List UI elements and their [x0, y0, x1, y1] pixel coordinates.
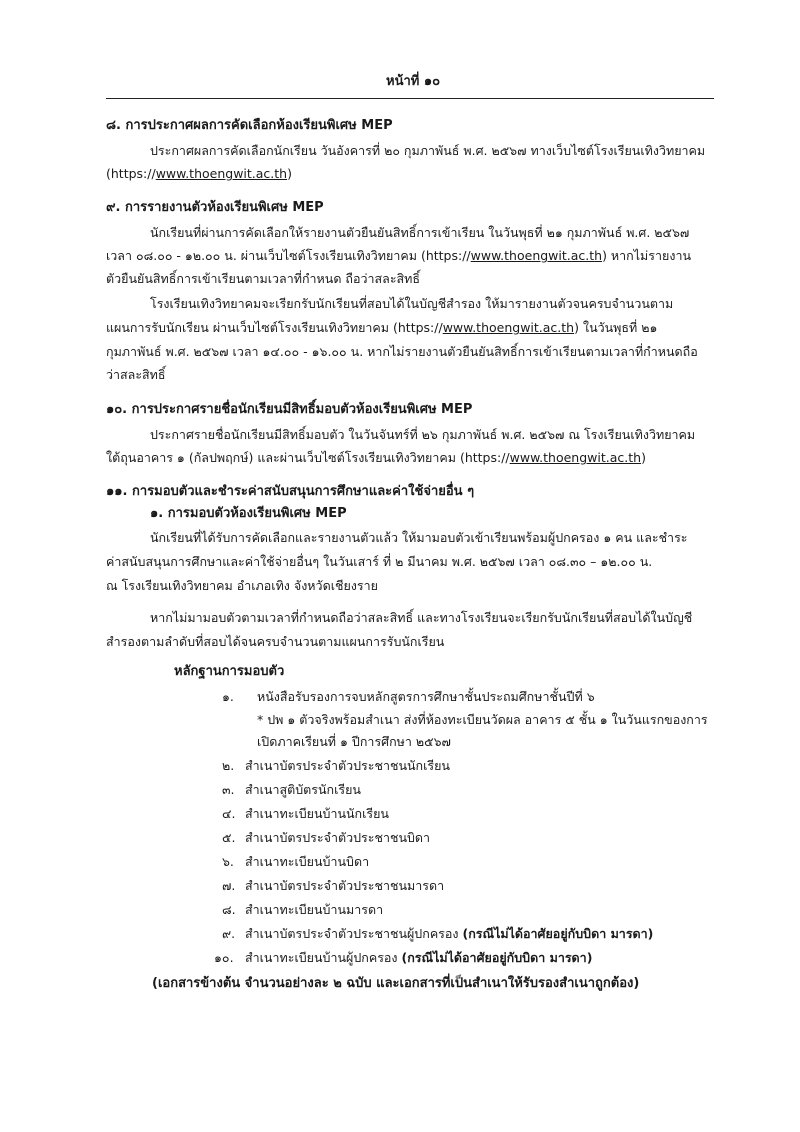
list-item-number: ๖.: [222, 854, 234, 869]
list-item-condition: (กรณีไม่ได้อาศัยอยู่กับบิดา มารดา): [401, 950, 593, 965]
section-11-p1-line-1: นักเรียนที่ได้รับการคัดเลือกและรายงานตัวแล้ว ให้มามอบตัวเข้าเรียนพร้อมผู้ปกครอง ๑ คน และชำระ: [150, 530, 688, 545]
list-item-label: สำเนาบัตรประจำตัวประชาชนผู้ปกครอง: [245, 926, 459, 941]
text-before-link: แผนการรับนักเรียน ผ่านเว็บไซต์โรงเรียนเทิงวิทยาคม (https://: [106, 320, 443, 335]
section-11-p2-line-1: หากไม่มามอบตัวตามเวลาที่กำหนดถือว่าสละสิทธิ์ และทางโรงเรียนจะเรียกรับนักเรียนที่สอบได้ในบัญชี: [150, 610, 693, 625]
text-before-link: เวลา ๐๘.๐๐ - ๑๒.๐๐ น. ผ่านเว็บไซต์โรงเรียนเทิงวิทยาคม (https://: [106, 248, 471, 263]
url-prefix: (https://: [106, 166, 156, 181]
list-item-number: ๒.: [222, 758, 235, 773]
text-after-link: ) ในวันพุธที่ ๒๑: [574, 320, 658, 335]
list-item-text: สำเนาทะเบียนบ้านมารดา: [245, 902, 384, 917]
section-9-p1-line-1: นักเรียนที่ผ่านการคัดเลือกให้รายงานตัวยืนยันสิทธิ์การเข้าเรียน ในวันพุธที่ ๒๑ กุมภาพันธ์ พ.ศ. ๒๕๖๗: [150, 225, 690, 240]
list-item-number: ๘.: [222, 902, 236, 917]
section-8-line-2: [106, 166, 292, 182]
section-9-p2-line-3: กุมภาพันธ์ พ.ศ. ๒๕๖๗ เวลา ๑๔.๐๐ - ๑๖.๐๐ น. หากไม่รายงานตัวยืนยันสิทธิ์การเข้าเรียนตามเวลาที่กำหนดถือ: [106, 344, 698, 359]
section-8-line-1: ประกาศผลการคัดเลือกนักเรียน วันอังคารที่ ๒๐ กุมภาพันธ์ พ.ศ. ๒๕๖๗ ทางเว็บไซต์โรงเรียนเทิงวิทยาคม: [150, 143, 706, 158]
list-item-number: ๙.: [222, 926, 236, 941]
list-item-number: ๓.: [222, 782, 235, 797]
list-item-text: หนังสือรับรองการจบหลักสูตรการศึกษาชั้นประถมศึกษาชั้นปีที่ ๖: [257, 689, 595, 704]
list-item-condition: (กรณีไม่ได้อาศัยอยู่กับบิดา มารดา): [462, 926, 654, 941]
website-link[interactable]: www.thoengwit.ac.th: [470, 248, 603, 263]
list-item-text: สำเนาบัตรประจำตัวประชาชนมารดา: [245, 878, 445, 893]
website-link[interactable]: www.thoengwit.ac.th: [442, 320, 575, 335]
list-item-text: สำเนาสูติบัตรนักเรียน: [245, 782, 361, 797]
list-item-number: ๑.: [222, 689, 234, 704]
list-item-text: [245, 926, 653, 942]
list-item-number: ๔.: [222, 806, 236, 821]
section-10-line-2: [106, 450, 646, 466]
section-9-p1-line-2: [106, 248, 691, 264]
text-after-link: ) หากไม่รายงาน: [602, 248, 692, 263]
text-after-link: ): [641, 450, 646, 465]
section-9-p2-line-2: [106, 320, 657, 336]
list-item-number: ๗.: [222, 878, 236, 893]
section-9-title: ๙. การรายงานตัวห้องเรียนพิเศษ MEP: [106, 200, 324, 215]
website-link[interactable]: www.thoengwit.ac.th: [155, 166, 288, 181]
section-11-p1-line-3: ณ โรงเรียนเทิงวิทยาคม อำเภอเทิง จังหวัดเชียงราย: [106, 578, 378, 593]
section-10-title: ๑๐. การประกาศรายชื่อนักเรียนมีสิทธิ์มอบตัวห้องเรียนพิเศษ MEP: [106, 402, 473, 417]
section-9-p2-line-4: ว่าสละสิทธิ์: [106, 367, 166, 382]
list-item-number: ๑๐.: [214, 950, 234, 965]
section-11-title: ๑๑. การมอบตัวและชำระค่าสนับสนุนการศึกษาและค่าใช้จ่ายอื่น ๆ: [106, 484, 475, 499]
list-item-note: เปิดภาคเรียนที่ ๑ ปีการศึกษา ๒๕๖๗: [257, 734, 451, 749]
section-8-title: ๘. การประกาศผลการคัดเลือกห้องเรียนพิเศษ MEP: [106, 118, 393, 133]
section-11-subheading: ๑. การมอบตัวห้องเรียนพิเศษ MEP: [150, 506, 347, 521]
list-item-label: สำเนาทะเบียนบ้านผู้ปกครอง: [245, 950, 398, 965]
list-item-text: [245, 950, 592, 966]
documents-footnote: (เอกสารข้างต้น จำนวนอย่างละ ๒ ฉบับ และเอกสารที่เป็นสำเนาให้รับรองสำเนาถูกต้อง): [152, 976, 640, 991]
list-item-text: สำเนาบัตรประจำตัวประชาชนนักเรียน: [245, 758, 450, 773]
list-item-text: สำเนาบัตรประจำตัวประชาชนบิดา: [245, 830, 431, 845]
header-rule: [106, 98, 714, 99]
section-9-p2-line-1: โรงเรียนเทิงวิทยาคมจะเรียกรับนักเรียนที่สอบได้ในบัญชีสำรอง ให้มารายงานตัวจนครบจำนวนตาม: [150, 296, 674, 311]
section-10-line-1: ประกาศรายชื่อนักเรียนมีสิทธิ์มอบตัว ในวันจันทร์ที่ ๒๖ กุมภาพันธ์ พ.ศ. ๒๕๖๗ ณ โรงเรียนเทิงวิทยาคม: [150, 427, 696, 442]
list-item-text: สำเนาทะเบียนบ้านบิดา: [245, 854, 370, 869]
list-item-note: * ปพ ๑ ตัวจริงพร้อมสำเนา ส่งที่ห้องทะเบียนวัดผล อาคาร ๕ ชั้น ๑ ในวันแรกของการ: [257, 712, 708, 727]
page-number: หน้าที่ ๑๐: [386, 74, 441, 89]
list-item-number: ๕.: [222, 830, 236, 845]
section-11-p2-line-2: สำรองตามลำดับที่สอบได้จนครบจำนวนตามแผนการรับนักเรียน: [106, 634, 445, 649]
section-9-p1-line-3: ตัวยืนยันสิทธิ์การเข้าเรียนตามเวลาที่กำหนด ถือว่าสละสิทธิ์: [106, 271, 421, 286]
list-item-text: สำเนาทะเบียนบ้านนักเรียน: [245, 806, 389, 821]
evidence-heading: หลักฐานการมอบตัว: [174, 664, 285, 679]
text-before-link: ใต้ถุนอาคาร ๑ (กัลปพฤกษ์) และผ่านเว็บไซต์โรงเรียนเทิงวิทยาคม (https://: [106, 450, 510, 465]
section-11-p1-line-2: ค่าสนับสนุนการศึกษาและค่าใช้จ่ายอื่นๆ ในวันเสาร์ ที่ ๒ มีนาคม พ.ศ. ๒๕๖๗ เวลา ๐๘.๓๐ – ๑๒.๐๐ น.: [106, 554, 653, 569]
url-suffix: ): [287, 166, 292, 181]
website-link[interactable]: www.thoengwit.ac.th: [509, 450, 642, 465]
